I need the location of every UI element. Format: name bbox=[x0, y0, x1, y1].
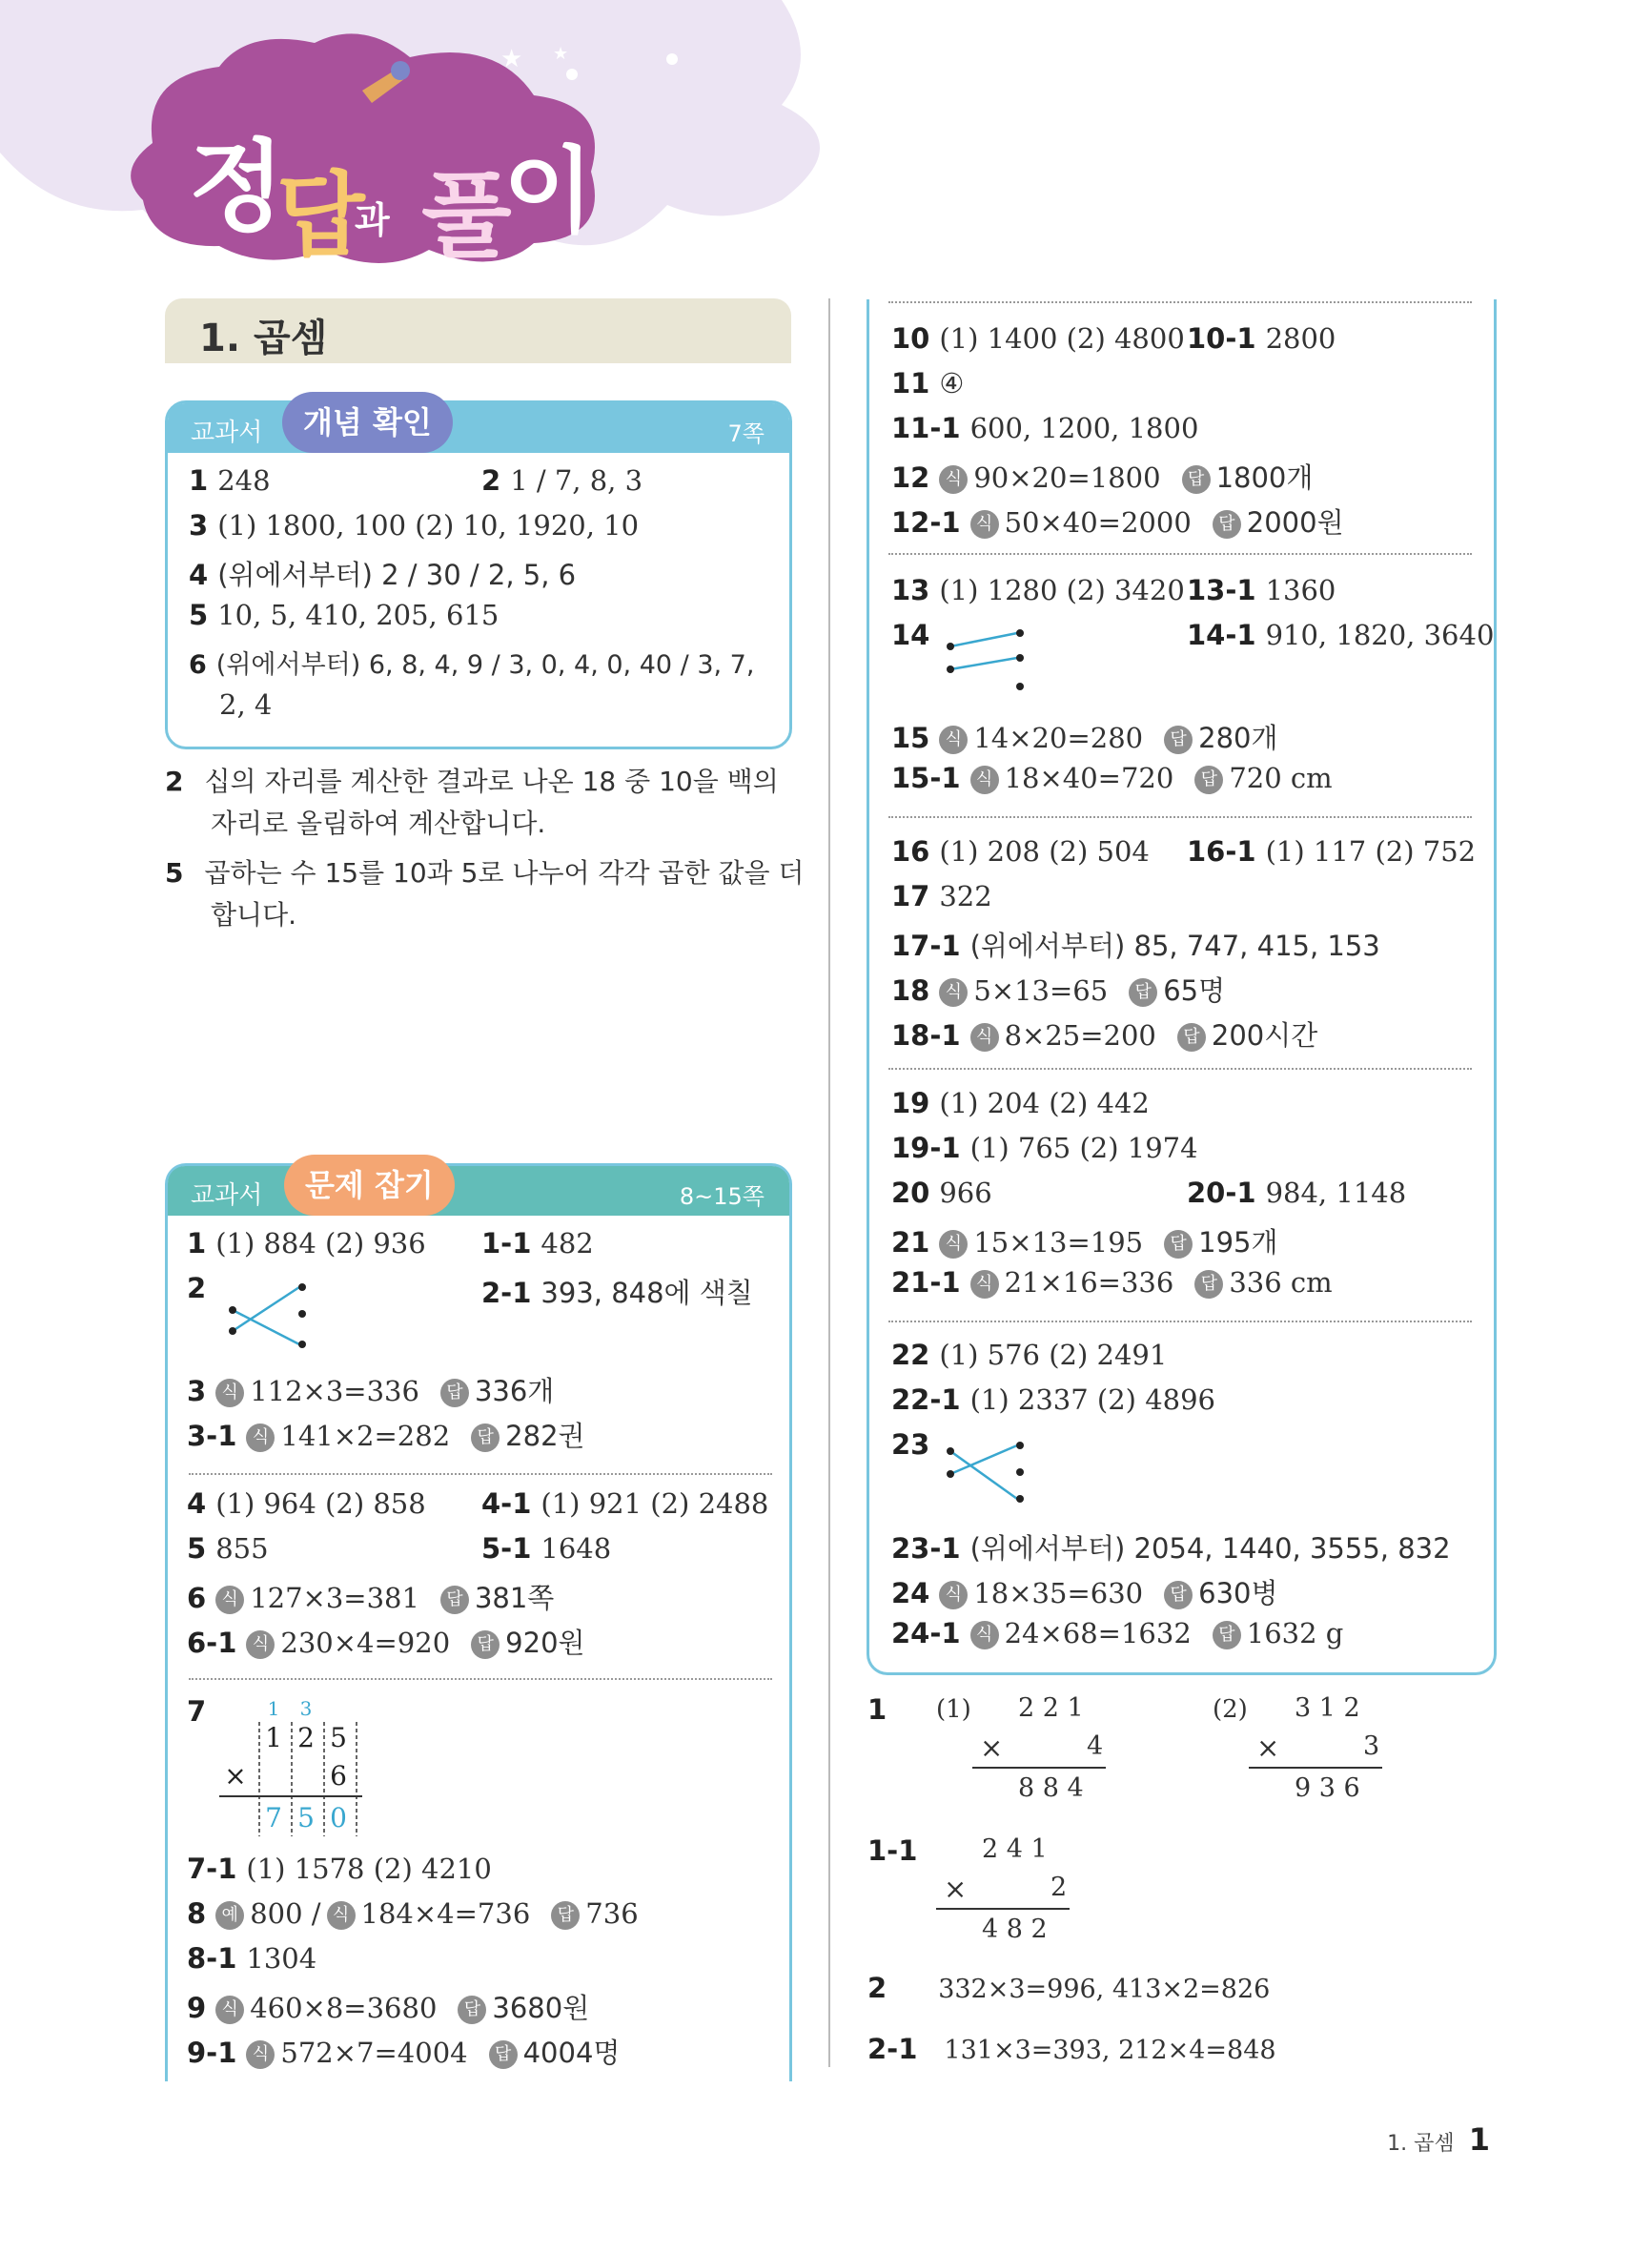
formula-badge: 식 bbox=[939, 465, 968, 494]
formula-badge: 식 bbox=[939, 978, 968, 1007]
formula-badge: 식 bbox=[215, 1379, 244, 1407]
answer-2-1: 2-1 393, 848에 색칠 bbox=[481, 1277, 753, 1309]
solution-1-part-1-top: 2 2 1 bbox=[1018, 1693, 1084, 1723]
answer-20: 20 966 bbox=[891, 1177, 992, 1209]
top-digit: 1 bbox=[265, 1722, 282, 1753]
answer-7-1: 7-1 (1) 1578 (2) 4210 bbox=[187, 1853, 492, 1885]
answer-badge: 답 bbox=[1194, 766, 1223, 794]
problem-box-label: 교과서 bbox=[191, 1181, 263, 1210]
page-number: 1 bbox=[1468, 2121, 1490, 2158]
solution-1: 1 bbox=[867, 1693, 887, 1726]
solution-1-1-mul: 2 bbox=[1050, 1873, 1068, 1902]
footer-section: 1. 곱셈 bbox=[1387, 2132, 1455, 2156]
answer-4-1: 4-1 (1) 921 (2) 2488 bbox=[481, 1487, 769, 1520]
answer-badge: 답 bbox=[551, 1901, 580, 1930]
solution-1-1: 1-1 bbox=[867, 1834, 918, 1867]
answer-21: 21 식 15×13=195 답 195개 bbox=[891, 1226, 1278, 1259]
title-char-2: 답 bbox=[276, 162, 365, 269]
divider bbox=[189, 1473, 772, 1475]
formula-badge: 식 bbox=[970, 510, 999, 539]
answer-16: 16 (1) 208 (2) 504 bbox=[891, 835, 1150, 868]
multiplier-digit: 6 bbox=[330, 1760, 347, 1792]
problem-box-page: 8~15쪽 bbox=[679, 1183, 765, 1210]
answer-badge: 답 bbox=[471, 1630, 500, 1659]
concept-answer-1: 1 248 bbox=[189, 464, 271, 497]
solution-1-1-rule bbox=[936, 1908, 1070, 1910]
result-digit: 0 bbox=[330, 1802, 347, 1833]
solution-2-1: 2-1 131×3=393, 212×4=848 bbox=[867, 2033, 1276, 2065]
solution-1-part-2-label: (2) bbox=[1213, 1695, 1248, 1724]
answer-7-multiplication-grid bbox=[219, 1697, 372, 1840]
answer-3: 3 식 112×3=336 답 336개 bbox=[187, 1375, 555, 1407]
answer-4: 4 (1) 964 (2) 858 bbox=[187, 1487, 426, 1520]
answer-14-matching-diagram bbox=[939, 622, 1034, 698]
answer-2-matching-diagram bbox=[221, 1276, 316, 1352]
answer-17-1: 17-1 (위에서부터) 85, 747, 415, 153 bbox=[891, 930, 1380, 962]
formula-badge: 식 bbox=[327, 1901, 356, 1930]
answer-badge: 답 bbox=[1213, 1621, 1241, 1649]
formula-badge: 식 bbox=[246, 2040, 275, 2069]
concept-answer-5: 5 10, 5, 410, 205, 615 bbox=[189, 599, 500, 631]
formula-badge: 식 bbox=[970, 1621, 999, 1649]
answer-17: 17 322 bbox=[891, 880, 992, 912]
concept-box-pill: 개념 확인 bbox=[282, 392, 453, 453]
formula-badge: 식 bbox=[215, 1996, 244, 2024]
answer-7: 7 bbox=[187, 1695, 207, 1728]
title-char-5: 이 bbox=[503, 137, 594, 246]
answer-badge: 답 bbox=[1164, 1581, 1193, 1609]
answer-13: 13 (1) 1280 (2) 3420 bbox=[891, 574, 1185, 606]
formula-badge: 식 bbox=[970, 1023, 999, 1052]
problem-box-header bbox=[168, 1166, 789, 1216]
solution-1-1-top: 2 4 1 bbox=[982, 1834, 1048, 1864]
answer-5: 5 855 bbox=[187, 1532, 269, 1565]
answer-badge: 답 bbox=[489, 2040, 518, 2069]
answer-8: 8 예 800 / 식 184×4=736 답 736 bbox=[187, 1897, 639, 1930]
section-title: 1. 곱셈 bbox=[199, 317, 328, 360]
answer-badge: 답 bbox=[1194, 1270, 1223, 1299]
answer-3-1: 3-1 식 141×2=282 답 282권 bbox=[187, 1420, 585, 1452]
answer-5-1: 5-1 1648 bbox=[481, 1532, 612, 1565]
answer-6: 6 식 127×3=381 답 381쪽 bbox=[187, 1582, 555, 1614]
answer-10-1: 10-1 2800 bbox=[1187, 322, 1336, 355]
answer-19-1: 19-1 (1) 765 (2) 1974 bbox=[891, 1132, 1198, 1164]
solution-1-part-1-label: (1) bbox=[936, 1695, 971, 1724]
answer-23-1: 23-1 (위에서부터) 2054, 1440, 3555, 832 bbox=[891, 1532, 1451, 1565]
concept-answer-2: 2 1 / 7, 8, 3 bbox=[481, 464, 643, 497]
formula-badge: 식 bbox=[246, 1630, 275, 1659]
solution-1-part-1-rule bbox=[972, 1767, 1106, 1769]
answer-12-1: 12-1 식 50×40=2000 답 2000원 bbox=[891, 506, 1344, 539]
formula-badge: 식 bbox=[215, 1586, 244, 1614]
solution-1-1-times: × bbox=[944, 1873, 968, 1905]
svg-text:★: ★ bbox=[500, 45, 523, 73]
answer-badge: 답 bbox=[458, 1996, 486, 2024]
answer-badge: 답 bbox=[1182, 465, 1211, 494]
title-char-4: 풀 bbox=[421, 162, 512, 271]
answer-badge: 답 bbox=[440, 1379, 469, 1407]
answer-badge: 답 bbox=[471, 1423, 500, 1452]
solution-1-part-2-result: 9 3 6 bbox=[1295, 1773, 1360, 1803]
answer-badge: 답 bbox=[1164, 1230, 1193, 1259]
answer-badge: 답 bbox=[1164, 726, 1193, 754]
answer-2: 2 bbox=[187, 1272, 207, 1304]
answer-8-1: 8-1 1304 bbox=[187, 1942, 317, 1975]
divider bbox=[888, 816, 1472, 818]
solution-1-part-2-top: 3 1 2 bbox=[1295, 1693, 1360, 1723]
concept-answer-6-cont: 2, 4 bbox=[219, 688, 273, 721]
solution-1-part-1-times: × bbox=[980, 1731, 1004, 1764]
divider bbox=[888, 1068, 1472, 1070]
solution-1-part-2-times: × bbox=[1256, 1731, 1280, 1764]
answer-23-matching-diagram bbox=[939, 1432, 1034, 1508]
answer-10: 10 (1) 1400 (2) 4800 bbox=[891, 322, 1185, 355]
concept-answer-6: 6 (위에서부터) 6, 8, 4, 9 / 3, 0, 4, 0, 40 / 3, 7, bbox=[189, 650, 755, 680]
result-digit: 7 bbox=[265, 1802, 282, 1833]
section-title-bar bbox=[165, 298, 791, 363]
answer-18-1: 18-1 식 8×25=200 답 200시간 bbox=[891, 1019, 1318, 1052]
answer-11-1: 11-1 600, 1200, 1800 bbox=[891, 412, 1199, 444]
answer-1-1: 1-1 482 bbox=[481, 1227, 594, 1260]
answer-24: 24 식 18×35=630 답 630병 bbox=[891, 1577, 1278, 1609]
answer-18: 18 식 5×13=65 답 65명 bbox=[891, 974, 1226, 1007]
formula-badge: 식 bbox=[246, 1423, 275, 1452]
answer-11: 11 ④ bbox=[891, 367, 965, 399]
note-5: 5 곱하는 수 15를 10과 5로 나누어 각각 곱한 값을 더 합니다. bbox=[165, 857, 805, 931]
title-char-1: 정 bbox=[189, 129, 285, 245]
answer-12: 12 식 90×20=1800 답 1800개 bbox=[891, 461, 1314, 494]
column-divider bbox=[828, 298, 830, 2067]
concept-box-page: 7쪽 bbox=[727, 420, 765, 447]
answer-badge: 답 bbox=[1213, 510, 1241, 539]
answer-15-1: 15-1 식 18×40=720 답 720 cm bbox=[891, 762, 1333, 794]
result-digit: 5 bbox=[297, 1802, 315, 1833]
concept-answer-3: 3 (1) 1800, 100 (2) 10, 1920, 10 bbox=[189, 509, 640, 542]
answer-1: 1 (1) 884 (2) 936 bbox=[187, 1227, 426, 1260]
times-sign: × bbox=[224, 1760, 247, 1792]
answer-9: 9 식 460×8=3680 답 3680원 bbox=[187, 1992, 590, 2024]
divider bbox=[888, 553, 1472, 555]
concept-box-label: 교과서 bbox=[191, 419, 263, 447]
formula-badge: 식 bbox=[970, 1270, 999, 1299]
answer-24-1: 24-1 식 24×68=1632 답 1632 g bbox=[891, 1617, 1344, 1649]
formula-badge: 식 bbox=[939, 1230, 968, 1259]
note-2: 2 십의 자리를 계산한 결과로 나온 18 중 10을 백의 자리로 올림하여 계산합니다. bbox=[165, 766, 779, 839]
answer-16-1: 16-1 (1) 117 (2) 752 bbox=[1187, 835, 1477, 868]
example-badge: 예 bbox=[215, 1901, 244, 1930]
answer-21-1: 21-1 식 21×16=336 답 336 cm bbox=[891, 1266, 1333, 1299]
solution-1-part-2-mul: 3 bbox=[1363, 1731, 1380, 1761]
answer-22: 22 (1) 576 (2) 2491 bbox=[891, 1339, 1168, 1371]
carry-digit: 3 bbox=[299, 1697, 313, 1720]
title-char-3: 과 bbox=[355, 199, 390, 241]
solution-1-part-2-rule bbox=[1249, 1767, 1382, 1769]
top-digit: 2 bbox=[297, 1722, 315, 1753]
answer-9-1: 9-1 식 572×7=4004 답 4004명 bbox=[187, 2037, 621, 2069]
divider bbox=[888, 1321, 1472, 1322]
solution-1-1-result: 4 8 2 bbox=[982, 1915, 1048, 1944]
answer-6-1: 6-1 식 230×4=920 답 920원 bbox=[187, 1627, 585, 1659]
answer-badge: 답 bbox=[440, 1586, 469, 1614]
solution-1-part-1-mul: 4 bbox=[1087, 1731, 1104, 1761]
page-footer bbox=[1387, 2121, 1490, 2158]
answer-22-1: 22-1 (1) 2337 (2) 4896 bbox=[891, 1383, 1215, 1416]
divider bbox=[189, 1678, 772, 1680]
svg-text:★: ★ bbox=[553, 44, 569, 64]
answer-13-1: 13-1 1360 bbox=[1187, 574, 1336, 606]
answer-20-1: 20-1 984, 1148 bbox=[1187, 1177, 1407, 1209]
answer-badge: 답 bbox=[1177, 1023, 1206, 1052]
answer-19: 19 (1) 204 (2) 442 bbox=[891, 1087, 1150, 1119]
solution-2: 2 332×3=996, 413×2=826 bbox=[867, 1972, 1271, 2004]
concept-answer-4: 4 (위에서부터) 2 / 30 / 2, 5, 6 bbox=[189, 559, 577, 591]
top-digit: 5 bbox=[330, 1722, 347, 1753]
concept-box-header bbox=[168, 403, 789, 453]
answer-14-1: 14-1 910, 1820, 3640 bbox=[1187, 619, 1495, 651]
answer-23: 23 bbox=[891, 1428, 930, 1461]
answer-15: 15 식 14×20=280 답 280개 bbox=[891, 722, 1278, 754]
carry-digit: 1 bbox=[267, 1697, 280, 1720]
divider bbox=[888, 301, 1472, 303]
answer-badge: 답 bbox=[1129, 978, 1157, 1007]
problem-box-pill: 문제 잡기 bbox=[284, 1155, 455, 1216]
formula-badge: 식 bbox=[939, 1581, 968, 1609]
answer-14: 14 bbox=[891, 619, 930, 651]
formula-badge: 식 bbox=[939, 726, 968, 754]
solution-1-part-1-result: 8 8 4 bbox=[1018, 1773, 1084, 1803]
formula-badge: 식 bbox=[970, 766, 999, 794]
